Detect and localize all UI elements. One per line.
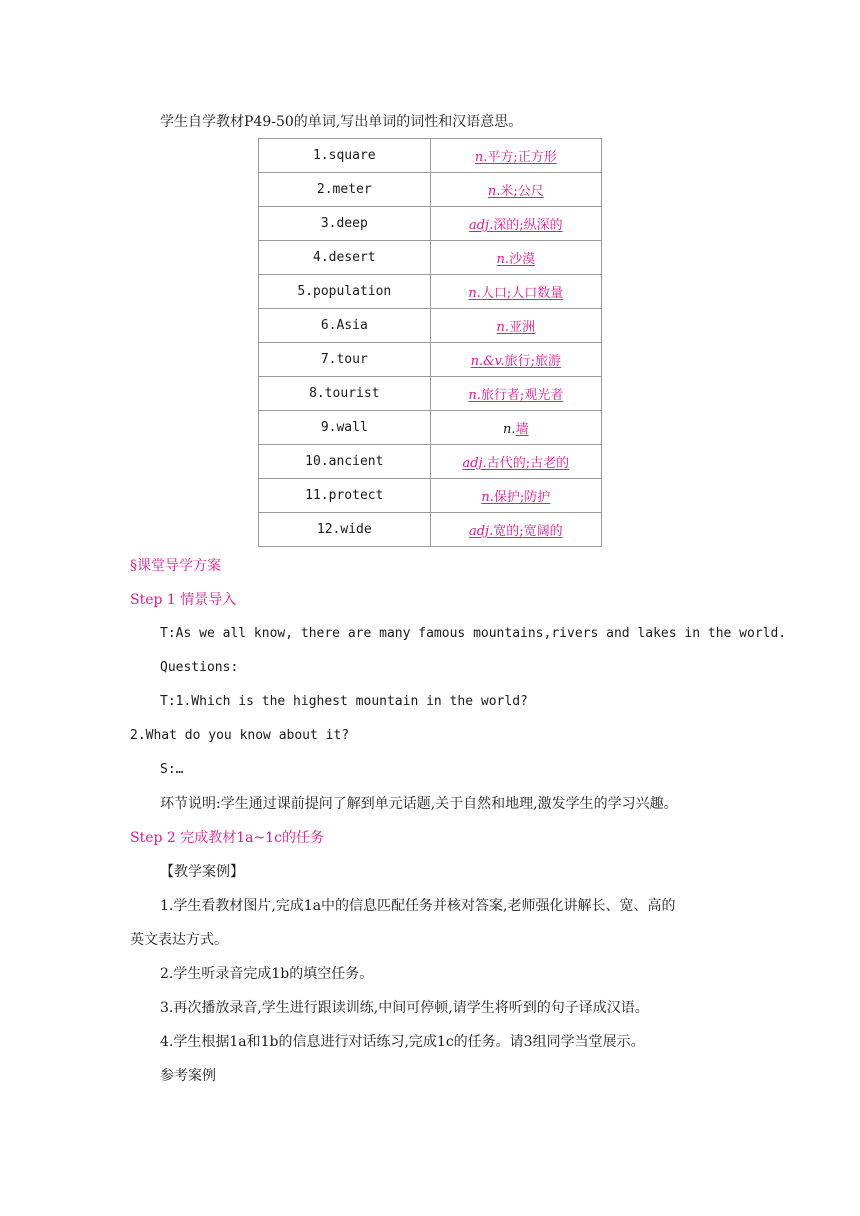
vocab-row: [259, 411, 602, 445]
vocab-part-of-speech: adj.: [468, 218, 494, 233]
vocab-chinese-meaning: 平方;正方形: [487, 150, 557, 165]
vocab-part-of-speech: adj.: [468, 524, 494, 539]
vocab-word: 4.desert: [259, 241, 431, 275]
vocab-word: 5.population: [259, 275, 431, 309]
vocab-meaning: [430, 411, 601, 445]
vocab-word: 3.deep: [259, 207, 431, 241]
vocab-part-of-speech: n.: [496, 252, 510, 267]
vocab-part-of-speech: n.: [503, 422, 516, 437]
vocab-part-of-speech: n.: [468, 286, 481, 301]
step1-note: 环节说明:学生通过课前提问了解到单元话题,关于自然和地理,激发学生的学习兴趣。: [160, 796, 678, 812]
vocab-part-of-speech: n.&v.: [470, 354, 505, 369]
vocab-meaning: [430, 207, 601, 241]
step2-title: Step 2 完成教材1a~1c的任务: [130, 830, 325, 846]
vocab-meaning: [430, 241, 601, 275]
vocab-meaning: [430, 275, 601, 309]
vocab-meaning: [430, 343, 601, 377]
vocab-meaning: [430, 445, 601, 479]
vocab-part-of-speech: adj.: [462, 456, 487, 471]
step2-item-1: 1.学生看教材图片,完成1a中的信息匹配任务并核对答案,老师强化讲解长、宽、高的: [160, 898, 676, 914]
vocab-word: 7.tour: [259, 343, 431, 377]
vocab-chinese-meaning: 旅行者;观光者: [480, 388, 564, 403]
vocab-word: 9.wall: [259, 411, 431, 445]
vocab-row: [259, 377, 602, 411]
vocab-row: [259, 275, 602, 309]
vocab-chinese-meaning: 墙: [515, 422, 529, 437]
vocab-word: 8.tourist: [259, 377, 431, 411]
step1-questions-label: Questions:: [160, 660, 239, 675]
step2-item-3: 3.再次播放录音,学生进行跟读训练,中间可停顿,请学生将听到的句子译成汉语。: [160, 1000, 649, 1016]
step2-item-2: 2.学生听录音完成1b的填空任务。: [160, 966, 374, 982]
section-title: §课堂导学方案: [130, 558, 221, 574]
vocab-meaning: [430, 173, 601, 207]
vocab-part-of-speech: n.: [474, 150, 488, 165]
step1-student-line: S:…: [160, 762, 184, 777]
vocab-word: 1.square: [259, 139, 431, 173]
vocab-row: [259, 343, 602, 377]
step2-reference-label: 参考案例: [160, 1068, 216, 1084]
step1-title: Step 1 情景导入: [130, 592, 237, 608]
vocab-meaning: [430, 377, 601, 411]
vocab-row: [259, 241, 602, 275]
vocab-chinese-meaning: 亚洲: [509, 320, 536, 335]
vocab-row: [259, 139, 602, 173]
step2-case-label: 【教学案例】: [160, 864, 244, 880]
vocab-chinese-meaning: 保护;防护: [493, 490, 551, 505]
step2-item-1-cont: 英文表达方式。: [130, 932, 228, 948]
vocabulary-table: [258, 138, 602, 547]
vocab-meaning: [430, 309, 601, 343]
vocab-part-of-speech: n.: [496, 320, 510, 335]
vocab-chinese-meaning: 沙漠: [509, 252, 536, 267]
vocab-chinese-meaning: 深的;纵深的: [493, 218, 563, 233]
vocab-part-of-speech: n.: [481, 490, 494, 505]
vocab-word: 10.ancient: [259, 445, 431, 479]
step1-question-2: 2.What do you know about it?: [130, 728, 350, 743]
vocab-word: 2.meter: [259, 173, 431, 207]
vocab-row: [259, 207, 602, 241]
vocab-word: 12.wide: [259, 513, 431, 547]
vocab-part-of-speech: n.: [468, 388, 481, 403]
step1-teacher-line: T:As we all know, there are many famous mountains,rivers and lakes in the world.: [160, 626, 787, 641]
vocab-word: 11.protect: [259, 479, 431, 513]
step2-item-4: 4.学生根据1a和1b的信息进行对话练习,完成1c的任务。请3组同学当堂展示。: [160, 1034, 645, 1050]
vocab-word: 6.Asia: [259, 309, 431, 343]
vocab-part-of-speech: n.: [487, 184, 501, 199]
vocab-chinese-meaning: 古代的;古老的: [486, 456, 570, 471]
vocab-chinese-meaning: 宽的;宽阔的: [493, 524, 563, 539]
vocab-row: [259, 479, 602, 513]
vocab-row: [259, 309, 602, 343]
vocab-row: [259, 445, 602, 479]
vocab-meaning: [430, 513, 601, 547]
vocab-meaning: [430, 139, 601, 173]
vocab-chinese-meaning: 人口;人口数量: [480, 286, 564, 301]
vocab-chinese-meaning: 米;公尺: [500, 184, 544, 199]
vocab-row: [259, 173, 602, 207]
vocab-chinese-meaning: 旅行;旅游: [504, 354, 562, 369]
step1-question-1: T:1.Which is the highest mountain in the world?: [160, 694, 528, 709]
intro-text: 学生自学教材P49-50的单词,写出单词的词性和汉语意思。: [160, 114, 523, 130]
vocab-meaning: [430, 479, 601, 513]
vocab-row: [259, 513, 602, 547]
